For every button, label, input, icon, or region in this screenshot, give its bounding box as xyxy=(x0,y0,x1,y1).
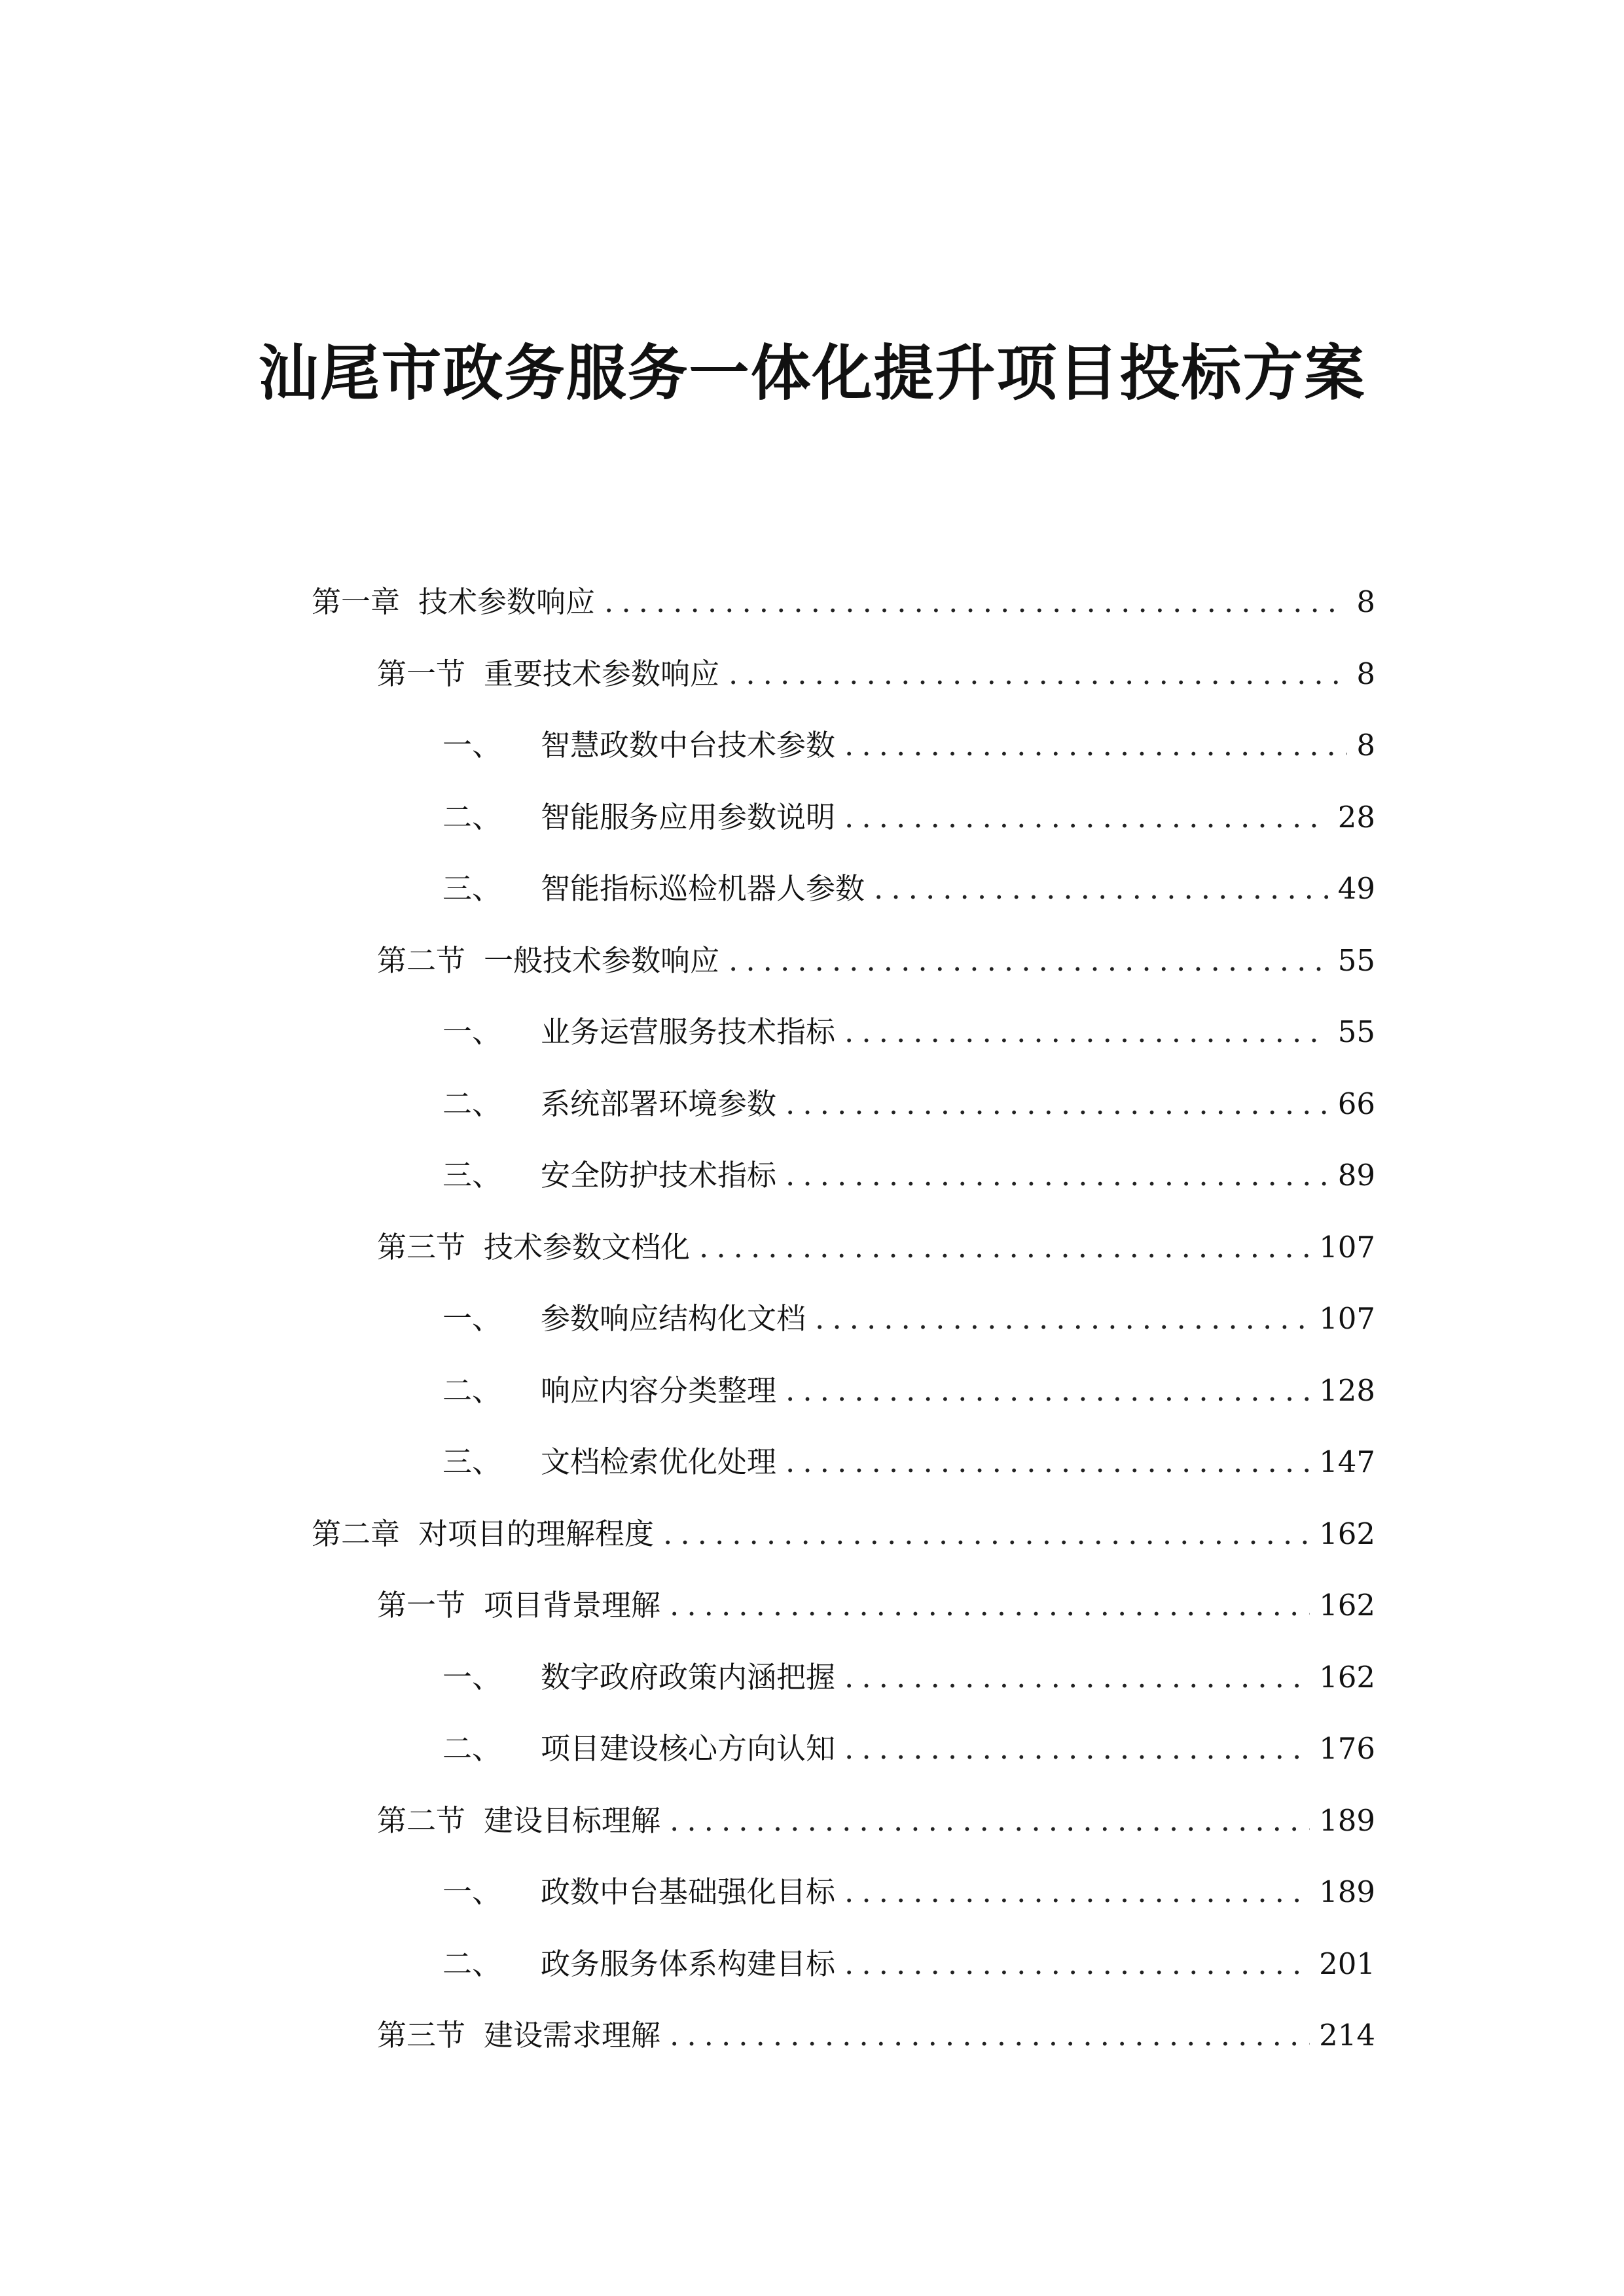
toc-entry-text: 项目建设核心方向认知 xyxy=(541,1731,836,1766)
toc-entry[interactable] xyxy=(377,1795,1375,1847)
toc-dot-leader xyxy=(663,1508,1310,1560)
toc-entry-text: 文档检索优化处理 xyxy=(541,1444,777,1479)
toc-entry-number: 二、 xyxy=(442,1372,502,1408)
toc-page-number: 189 xyxy=(1319,1803,1375,1838)
toc-entry-text: 智慧政数中台技术参数 xyxy=(541,728,836,762)
toc-dot-leader xyxy=(785,1078,1329,1130)
toc-page-number: 162 xyxy=(1319,1516,1375,1551)
toc-entry-label xyxy=(442,791,835,844)
toc-entry-label xyxy=(442,1723,835,1775)
toc-entry[interactable] xyxy=(377,1221,1375,1274)
toc-dot-leader xyxy=(670,2009,1310,2062)
toc-entry-number: 一、 xyxy=(442,1659,502,1695)
toc-page-number: 66 xyxy=(1337,1086,1375,1121)
toc-entry-text: 安全防护技术指标 xyxy=(541,1158,777,1193)
toc-dot-leader xyxy=(729,935,1329,987)
toc-page-number: 162 xyxy=(1319,1659,1375,1695)
toc-dot-leader xyxy=(815,1293,1310,1345)
toc-entry[interactable] xyxy=(442,1866,1375,1918)
toc-page-number: 107 xyxy=(1319,1301,1375,1336)
toc-entry-number: 一、 xyxy=(442,1301,502,1336)
toc-page-number: 201 xyxy=(1319,1946,1375,1981)
toc-entry-label xyxy=(377,1795,660,1847)
toc-entry[interactable] xyxy=(442,1293,1375,1345)
toc-entry-text: 政数中台基础强化目标 xyxy=(541,1874,836,1909)
toc-entry-number: 一、 xyxy=(442,1014,502,1049)
toc-entry-label xyxy=(442,719,835,772)
toc-entry[interactable] xyxy=(442,1938,1375,1990)
toc-entry-text: 项目背景理解 xyxy=(484,1588,661,1623)
toc-entry-label xyxy=(442,1078,776,1130)
toc-dot-leader xyxy=(670,1579,1310,1632)
toc-entry-label xyxy=(442,1006,835,1058)
toc-entry-label xyxy=(377,935,719,987)
toc-entry[interactable] xyxy=(442,1723,1375,1775)
toc-entry-text: 重要技术参数响应 xyxy=(484,656,720,691)
toc-entry-text: 参数响应结构化文档 xyxy=(541,1301,806,1336)
toc-dot-leader xyxy=(844,1651,1310,1704)
toc-page-number: 214 xyxy=(1319,2018,1375,2053)
toc-dot-leader xyxy=(844,791,1329,844)
toc-entry-number: 三、 xyxy=(442,871,502,906)
toc-entry-text: 建设需求理解 xyxy=(484,2018,661,2053)
toc-page-number: 49 xyxy=(1337,871,1375,906)
toc-entry[interactable] xyxy=(442,863,1375,915)
toc-entry-number: 第一节 xyxy=(377,1588,466,1623)
toc-page-number: 162 xyxy=(1319,1588,1375,1623)
toc-page-number: 89 xyxy=(1337,1158,1375,1193)
toc-entry-label xyxy=(442,1866,835,1918)
toc-page-number: 8 xyxy=(1356,728,1375,762)
toc-page-number: 55 xyxy=(1337,1014,1375,1049)
toc-entry-text: 数字政府政策内涵把握 xyxy=(541,1659,836,1695)
toc-dot-leader xyxy=(844,719,1347,772)
toc-entry-number: 二、 xyxy=(442,1731,502,1766)
toc-dot-leader xyxy=(785,1365,1310,1417)
toc-entry-number: 二、 xyxy=(442,1946,502,1981)
toc-entry[interactable] xyxy=(442,1078,1375,1130)
toc-entry-text: 业务运营服务技术指标 xyxy=(541,1014,836,1049)
toc-entry-label xyxy=(377,648,719,700)
toc-entry-label xyxy=(442,1938,835,1990)
toc-page-number: 107 xyxy=(1319,1229,1375,1265)
toc-entry-label xyxy=(442,1436,776,1488)
toc-entry-number: 第三节 xyxy=(377,1229,466,1265)
toc-entry-label xyxy=(377,1221,690,1274)
toc-page-number: 189 xyxy=(1319,1874,1375,1909)
toc-entry-number: 三、 xyxy=(442,1158,502,1193)
toc-entry-number: 二、 xyxy=(442,799,502,834)
toc-entry[interactable] xyxy=(377,935,1375,987)
toc-dot-leader xyxy=(844,1938,1310,1990)
toc-entry[interactable] xyxy=(442,1651,1375,1704)
toc-dot-leader xyxy=(699,1221,1310,1274)
toc-entry-text: 政务服务体系构建目标 xyxy=(541,1946,836,1981)
toc-page-number: 8 xyxy=(1356,656,1375,691)
toc-entry[interactable] xyxy=(442,719,1375,772)
toc-entry[interactable] xyxy=(442,1149,1375,1202)
toc-dot-leader xyxy=(874,863,1329,915)
toc-entry[interactable] xyxy=(312,1508,1375,1560)
toc-dot-leader xyxy=(670,1795,1310,1847)
toc-entry-text: 响应内容分类整理 xyxy=(541,1372,777,1408)
toc-entry[interactable] xyxy=(377,1579,1375,1632)
toc-dot-leader xyxy=(729,648,1347,700)
toc-entry-text: 系统部署环境参数 xyxy=(541,1086,777,1121)
toc-entry-number: 第一章 xyxy=(312,584,401,619)
toc-entry-label xyxy=(377,1579,660,1632)
toc-entry[interactable] xyxy=(442,1365,1375,1417)
toc-entry-label xyxy=(442,863,865,915)
toc-entry-text: 建设目标理解 xyxy=(484,1803,661,1838)
toc-entry-number: 第三节 xyxy=(377,2018,466,2053)
toc-entry-text: 智能服务应用参数说明 xyxy=(541,799,836,834)
toc-entry-text: 智能指标巡检机器人参数 xyxy=(541,871,865,906)
toc-dot-leader xyxy=(785,1436,1310,1488)
toc-page-number: 176 xyxy=(1319,1731,1375,1766)
toc-entry-label xyxy=(442,1651,835,1704)
toc-entry-number: 第二节 xyxy=(377,942,466,978)
toc-dot-leader xyxy=(604,576,1347,628)
toc-entry-number: 第二章 xyxy=(312,1516,401,1551)
toc-entry-text: 对项目的理解程度 xyxy=(418,1516,655,1551)
toc-dot-leader xyxy=(785,1149,1329,1202)
toc-entry-text: 技术参数文档化 xyxy=(484,1229,691,1265)
toc-entry[interactable] xyxy=(377,648,1375,700)
toc-entry-label xyxy=(442,1365,776,1417)
toc-entry[interactable] xyxy=(312,576,1375,628)
toc-entry-label xyxy=(442,1293,806,1345)
toc-dot-leader xyxy=(844,1723,1310,1775)
toc-dot-leader xyxy=(844,1006,1329,1058)
toc-entry-label xyxy=(312,576,595,628)
toc-entry-number: 一、 xyxy=(442,1874,502,1909)
toc-entry-label xyxy=(442,1149,776,1202)
toc-dot-leader xyxy=(844,1866,1310,1918)
toc-page-number: 8 xyxy=(1356,584,1375,619)
toc-entry-number: 三、 xyxy=(442,1444,502,1479)
toc-entry[interactable] xyxy=(442,791,1375,844)
toc-entry[interactable] xyxy=(442,1006,1375,1058)
toc-entry-number: 第二节 xyxy=(377,1803,466,1838)
toc-page-number: 128 xyxy=(1319,1372,1375,1408)
toc-entry-number: 第一节 xyxy=(377,656,466,691)
toc-entry-number: 二、 xyxy=(442,1086,502,1121)
toc-entry-label xyxy=(312,1508,654,1560)
toc-page-number: 147 xyxy=(1319,1444,1375,1479)
toc-entry[interactable] xyxy=(377,2009,1375,2062)
toc-page-number: 28 xyxy=(1337,799,1375,834)
toc-page-number: 55 xyxy=(1337,942,1375,978)
document-title: 汕尾市政务服务一体化提升项目投标方案 xyxy=(258,338,1366,408)
toc-entry-text: 一般技术参数响应 xyxy=(484,942,720,978)
toc-entry-number: 一、 xyxy=(442,728,502,762)
toc-entry-label xyxy=(377,2009,660,2062)
toc-entry-text: 技术参数响应 xyxy=(418,584,596,619)
toc-entry[interactable] xyxy=(442,1436,1375,1488)
